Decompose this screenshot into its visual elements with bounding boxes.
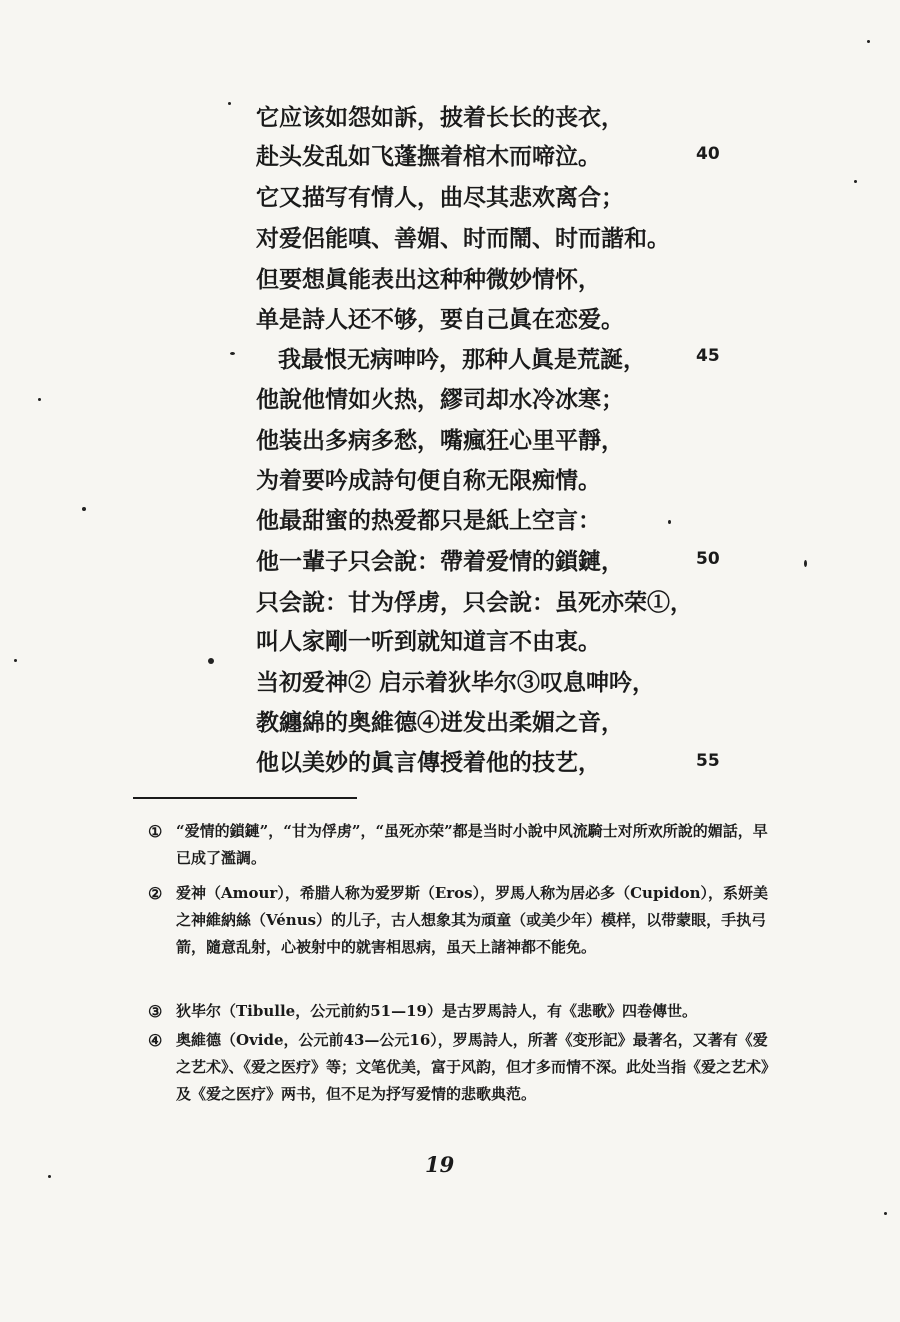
verse-line: 但要想眞能表出这种种微妙情怀， — [256, 266, 601, 293]
footnote — [148, 880, 776, 961]
scan-speck — [14, 659, 17, 662]
verse-line: 我最恨无病呻吟，那种人眞是荒誕， — [278, 346, 646, 373]
scan-speck — [668, 520, 671, 524]
scan-speck — [884, 1212, 887, 1215]
verse-line: 对爱侶能嗔、善媚、时而鬧、时而諧和。 — [256, 225, 670, 252]
verse-line: 只会說：甘为俘虏，只会說：虽死亦荣①， — [256, 589, 693, 616]
footnote-text: “爱情的鎖鏈”，“甘为俘虏”，“虽死亦荣”都是当时小說中风流騎士对所欢所說的媚話，早已成了濫調。 — [176, 822, 768, 867]
scan-speck — [230, 352, 235, 355]
verse-line: 为着要吟成詩句便自称无限痴情。 — [256, 467, 601, 494]
scan-speck — [854, 180, 857, 183]
footnote-marker: ③ — [148, 1002, 163, 1021]
verse-line: 教纏綿的奥維德④迸发出柔媚之音， — [256, 709, 624, 736]
footnote-marker: ④ — [148, 1031, 163, 1050]
scan-speck — [82, 507, 86, 511]
scan-speck — [804, 560, 807, 567]
page-number: 19 — [425, 1152, 455, 1177]
footnote — [148, 1027, 777, 1108]
verse-line: 他一輩子只会說：帶着爱情的鎖鏈， — [256, 548, 624, 575]
verse-line: 它应该如怨如訴，披着长长的丧衣， — [256, 104, 624, 131]
verse-line: 他最甜蜜的热爱都只是紙上空言： — [256, 507, 601, 534]
footnote-marker: ① — [148, 822, 163, 841]
verse-line: 他說他情如火热，繆司却水冷冰寒； — [256, 386, 624, 413]
footnote-text: 奥維德（Ovide，公元前43—公元16），罗馬詩人，所著《变形記》最著名，又著有《爱之艺术》、《爱之医疗》等；文笔优美，富于风韵，但才多而情不深。此处当指《爱之艺术》及《爱之医疗》两书，但不足为抒写爱情的悲歌典范。 — [176, 1031, 777, 1103]
scan-speck — [228, 102, 231, 105]
verse-line: 叫人家剛一听到就知道言不由衷。 — [256, 628, 601, 655]
line-number: 55 — [696, 751, 720, 771]
footnote — [148, 818, 776, 872]
verse-line: 他以美妙的眞言傳授着他的技艺， — [256, 749, 601, 776]
verse-line: 单是詩人还不够，要自己眞在恋爱。 — [256, 306, 624, 333]
line-number: 45 — [696, 346, 720, 366]
footnote-text: 狄毕尔（Tibulle，公元前約51—19）是古罗馬詩人，有《悲歌》四卷傳世。 — [176, 1002, 697, 1020]
scan-speck — [38, 398, 41, 401]
scan-speck — [867, 40, 870, 43]
footnote — [148, 998, 776, 1025]
line-number: 40 — [696, 144, 720, 164]
verse-line: 赴头发乱如飞蓬撫着棺木而啼泣。 — [256, 143, 601, 170]
line-number: 50 — [696, 549, 720, 569]
verse-line: 当初爱神② 启示着狄毕尔③叹息呻吟， — [256, 669, 656, 696]
verse-line: 他装出多病多愁，嘴瘋狂心里平靜， — [256, 427, 624, 454]
footnote-marker: ② — [148, 884, 163, 903]
footnote-text: 爱神（Amour），希腊人称为爱罗斯（Eros），罗馬人称为居必多（Cupidon），系妍美之神維納絲（Vénus）的儿子，古人想象其为頑童（或美少年）模样，以带蒙眼，手执弓箭，隨意乱射，心被射中的就害相思病，虽天上諸神都不能免。 — [176, 884, 769, 956]
scan-speck — [208, 658, 214, 664]
verse-line: 它又描写有情人，曲尽其悲欢离合； — [256, 184, 624, 211]
footnote-separator — [133, 797, 357, 799]
scan-speck — [48, 1175, 51, 1178]
